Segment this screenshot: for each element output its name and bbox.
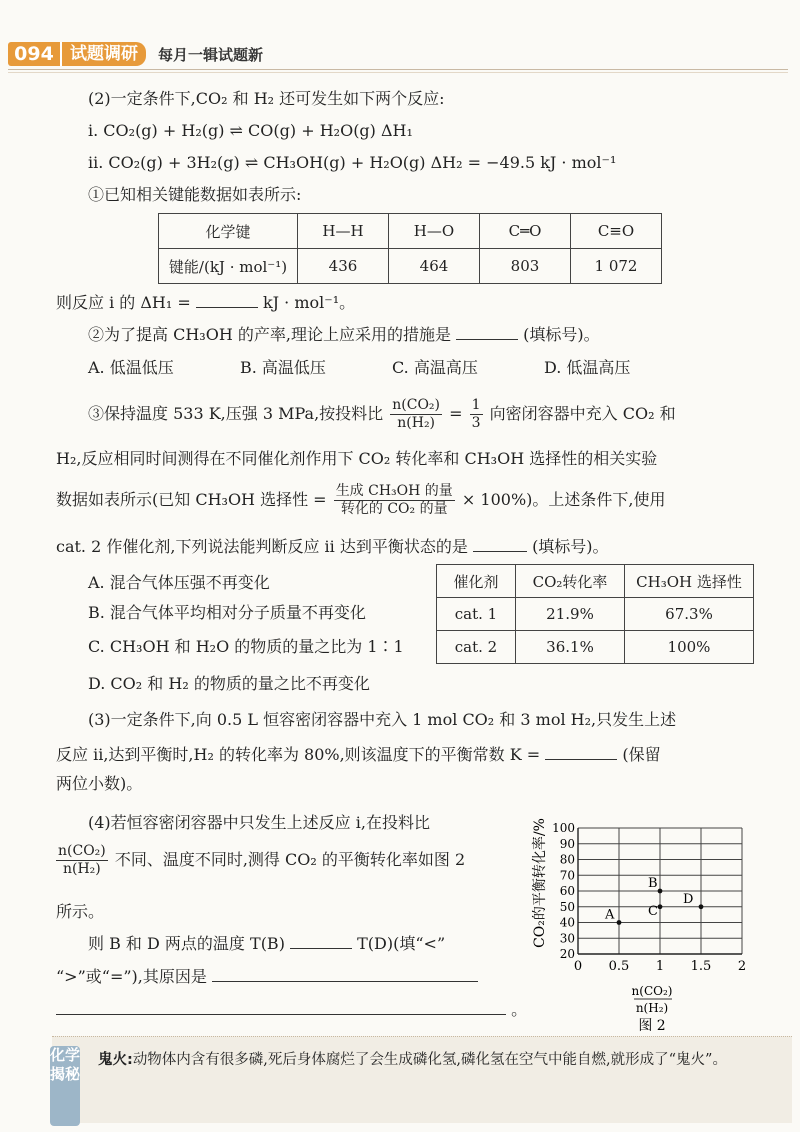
y-tick-label: 40 (559, 915, 575, 930)
table-cell: C≡O (571, 214, 662, 249)
table-cell: 436 (298, 249, 389, 284)
table-cell: 100% (625, 631, 754, 664)
catalyst-table (436, 564, 754, 664)
q2-sub3-option-b: B. 混合气体平均相对分子质量不再变化 (88, 603, 366, 622)
bond-energy-table (158, 213, 662, 284)
y-tick-label: 80 (559, 852, 575, 867)
table-cell: cat. 1 (437, 598, 516, 631)
table-cell: CH₃OH 选择性 (625, 565, 754, 598)
fraction-numerator: 1 (471, 397, 481, 413)
fraction-denominator: 转化的 CO₂ 的量 (340, 501, 448, 517)
answer-blank[interactable] (56, 998, 506, 1015)
q4-line3: 所示。 (56, 902, 105, 921)
fraction-numerator: n(CO₂) (392, 397, 441, 413)
q2-sub3-line3-pre: 数据如表所示(已知 CH₃OH 选择性 = (56, 490, 327, 509)
q2-sub1-question (56, 291, 355, 314)
table-cell: H—O (389, 214, 480, 249)
q4-line2 (56, 838, 465, 882)
header-divider (8, 69, 788, 70)
reaction-i: i. CO₂(g) + H₂(g) ⇌ CO(g) + H₂O(g) ΔH₁ (88, 121, 413, 140)
q2-sub3-line1 (88, 392, 676, 436)
answer-blank[interactable] (290, 932, 352, 949)
y-tick-label: 90 (559, 836, 575, 851)
q2-sub3-option-d: D. CO₂ 和 H₂ 的物质的量之比不再变化 (88, 674, 370, 693)
table-row (159, 249, 662, 284)
q4-line1: (4)若恒容密闭容器中只发生上述反应 i,在投料比 (88, 813, 430, 832)
q3-line2 (56, 743, 661, 766)
feed-ratio-fraction (390, 397, 442, 432)
table-cell: C═O (480, 214, 571, 249)
fraction-denominator: n(H₂) (62, 861, 101, 877)
table-cell: 键能/(kJ · mol⁻¹) (159, 249, 298, 284)
table-row (437, 631, 754, 664)
answer-blank[interactable] (212, 965, 478, 982)
table-cell: cat. 2 (437, 631, 516, 664)
data-point-label: B (648, 876, 658, 891)
table-row (159, 214, 662, 249)
y-axis-label: CO₂的平衡转化率/% (532, 818, 548, 948)
q4-line4-pre: 则 B 和 D 两点的温度 T(B) (88, 934, 285, 953)
page-header (0, 0, 800, 80)
data-point (617, 920, 622, 925)
x-tick-label: 1.5 (690, 959, 712, 974)
y-tick-label: 20 (559, 947, 575, 961)
x-tick-label: 2 (737, 959, 747, 974)
table-cell: 67.3% (625, 598, 754, 631)
fraction-numerator: 生成 CH₃OH 的量 (335, 483, 453, 499)
answer-blank[interactable] (196, 291, 258, 308)
table-row (437, 598, 754, 631)
q2-sub2-option-c: C. 高温高压 (392, 358, 478, 377)
q2-sub2-option-d: D. 低温高压 (544, 358, 631, 377)
q2-intro: (2)一定条件下,CO₂ 和 H₂ 还可发生如下两个反应: (88, 89, 445, 108)
answer-blank[interactable] (545, 743, 617, 760)
page-number: 094 (8, 42, 60, 66)
y-tick-labels (552, 821, 575, 961)
q4-line4-mid: T(D)(填“<” (357, 934, 446, 953)
q2-sub1-pre: 则反应 i 的 ΔH₁ = (56, 293, 191, 312)
q2-sub3-option-c: C. CH₃OH 和 H₂O 的物质的量之比为 1∶1 (88, 637, 404, 656)
table-cell: 803 (480, 249, 571, 284)
table-cell: H—H (298, 214, 389, 249)
q2-sub3-line4-pre: cat. 2 作催化剂,下列说法能判断反应 ii 达到平衡状态的是 (56, 537, 468, 556)
data-point (699, 904, 704, 909)
fraction-numerator: n(CO₂) (58, 843, 106, 859)
section-label: 试题调研 (60, 42, 146, 66)
x-tick-labels (574, 959, 746, 974)
y-tick-label: 60 (559, 884, 575, 898)
table-cell: 464 (389, 249, 480, 284)
y-tick-label: 30 (559, 931, 575, 946)
table-row (437, 565, 754, 598)
ratio-value-fraction (470, 397, 483, 432)
table-cell: 1 072 (571, 249, 662, 284)
fraction-denominator: n(H₂) (397, 415, 436, 431)
table-cell: 36.1% (516, 631, 625, 664)
fraction-denominator: 3 (471, 415, 481, 431)
x-tick-label: 0 (573, 959, 583, 974)
q2-sub2-pre: ②为了提高 CH₃OH 的产率,理论上应采用的措施是 (88, 325, 451, 344)
equals-sign: = (449, 404, 463, 423)
header-divider-secondary (8, 72, 788, 73)
q4-line2-post: 不同、温度不同时,测得 CO₂ 的平衡转化率如图 2 (114, 850, 466, 869)
q2-sub2-option-a: A. 低温低压 (88, 358, 174, 377)
table-cell: 21.9% (516, 598, 625, 631)
q3-line1: (3)一定条件下,向 0.5 L 恒容密闭容器中充入 1 mol CO₂ 和 3 mol H₂,只发生上述 (88, 710, 677, 729)
q2-sub3-pre: ③保持温度 533 K,压强 3 MPa,按投料比 (88, 404, 384, 423)
q4-line5-pre: “>”或“=”),其原因是 (56, 967, 207, 986)
q2-sub2-option-b: B. 高温低压 (240, 358, 326, 377)
q4-line6 (56, 998, 527, 1021)
table-cell: 化学键 (159, 214, 298, 249)
q4-line6-end: 。 (511, 1000, 528, 1019)
q2-sub3-line4 (56, 535, 609, 558)
selectivity-fraction (334, 483, 455, 518)
footer-side-tag: 化学揭秘 (50, 1046, 80, 1126)
q4-line4 (88, 932, 445, 955)
table-cell: CO₂转化率 (516, 565, 625, 598)
footer-body: 动物体内含有很多磷,死后身体腐烂了会生成磷化氢,磷化氢在空气中能自燃,就形成了“鬼火”。 (132, 1052, 727, 1068)
q2-sub2-post: (填标号)。 (523, 325, 600, 344)
q2-sub3-option-a: A. 混合气体压强不再变化 (88, 573, 270, 592)
data-point-label: A (605, 907, 615, 923)
q2-sub3-line2: H₂,反应相同时间测得在不同催化剂作用下 CO₂ 转化率和 CH₃OH 选择性的相关实验 (56, 449, 658, 468)
y-tick-label: 100 (552, 821, 575, 835)
x-tick-label: 1 (655, 959, 665, 974)
data-point (658, 889, 663, 894)
q2-sub3-post: 向密闭容器中充入 CO₂ 和 (489, 404, 676, 423)
q2-sub3-line3-post: × 100%)。上述条件下,使用 (461, 490, 666, 509)
q4-line5 (56, 965, 478, 988)
q2-sub1-intro: ①已知相关键能数据如表所示: (88, 185, 302, 204)
answer-blank[interactable] (473, 535, 527, 552)
q3-line3: 两位小数)。 (56, 774, 143, 793)
q2-sub1-post: kJ · mol⁻¹。 (262, 293, 356, 312)
q2-sub3-line3 (56, 478, 665, 522)
q2-sub3-line4-post: (填标号)。 (532, 537, 609, 556)
data-point-label: C (648, 903, 658, 919)
y-tick-label: 50 (559, 899, 575, 914)
x-axis-label-numerator: n(CO₂) (631, 984, 673, 998)
magazine-title: 每月一辑试题新 (158, 46, 264, 64)
q4-ratio-fraction (56, 843, 108, 878)
chart-title: 图 2 (638, 1018, 666, 1034)
footer-text (98, 1048, 774, 1072)
conversion-chart (526, 808, 776, 1036)
data-point (658, 904, 663, 909)
y-tick-label: 70 (559, 868, 575, 883)
q3-line2-post: (保留 (622, 745, 661, 764)
answer-blank[interactable] (456, 323, 518, 340)
reaction-ii: ii. CO₂(g) + 3H₂(g) ⇌ CH₃OH(g) + H₂O(g) ΔH₂ = −49.5 kJ · mol⁻¹ (88, 153, 617, 172)
footer-title: 鬼火: (98, 1052, 133, 1068)
q3-line2-pre: 反应 ii,达到平衡时,H₂ 的转化率为 80%,则该温度下的平衡常数 K = (56, 745, 541, 764)
data-point-label: D (683, 891, 694, 907)
x-tick-label: 0.5 (608, 959, 630, 974)
table-cell: 催化剂 (437, 565, 516, 598)
x-axis-label-denominator: n(H₂) (635, 1001, 669, 1015)
q2-sub2-question (88, 323, 600, 346)
